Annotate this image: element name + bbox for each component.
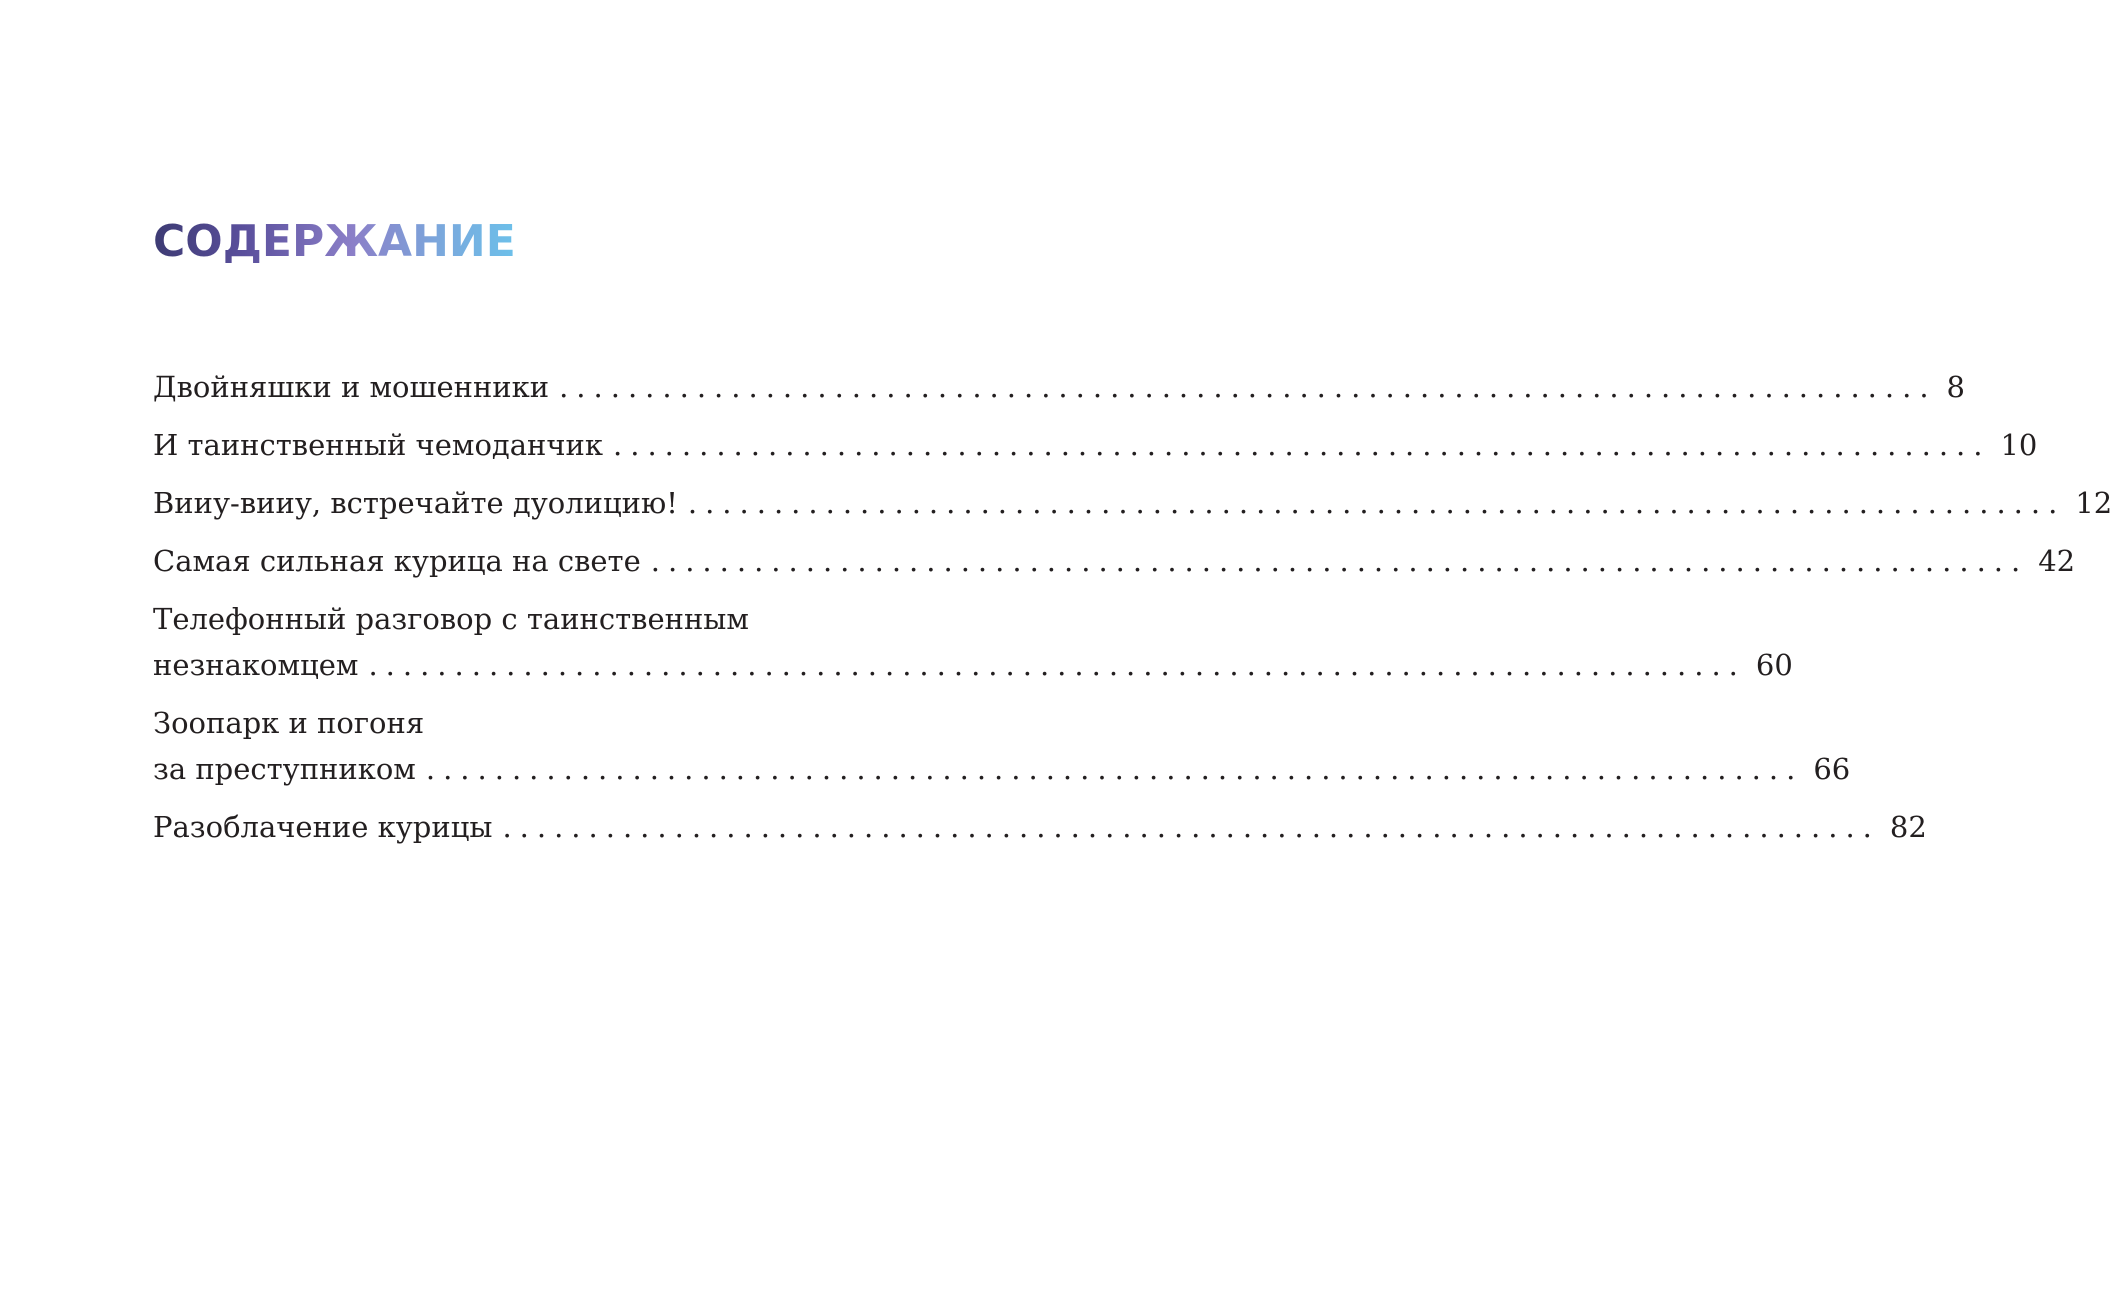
toc-title: И таинственный чемоданчик [153, 428, 604, 462]
toc-page-number: 66 [1813, 752, 1851, 786]
toc-entry[interactable] [153, 538, 2076, 584]
toc-entry[interactable] [153, 480, 2112, 526]
toc-leader-dots: ................................................................................ [687, 486, 2066, 520]
toc-leader-dots: ................................................................................ [613, 428, 1991, 462]
toc-line [153, 804, 1927, 850]
toc-title: Двойняшки и мошенники [153, 370, 550, 404]
toc-entry[interactable] [153, 364, 1965, 410]
toc-line [153, 596, 749, 642]
toc-line [153, 422, 2038, 468]
toc-page-number: 12 [2075, 486, 2112, 520]
toc-leader-dots: ................................................................................ [559, 370, 1937, 404]
toc-page-number: 10 [2000, 428, 2038, 462]
toc-entry[interactable] [153, 422, 2038, 468]
toc-line [153, 538, 2076, 584]
toc-title-continued: незнакомцем [153, 648, 359, 682]
toc-line [153, 700, 738, 746]
toc-line [153, 642, 1793, 688]
table-of-contents [153, 364, 2112, 862]
toc-leader-dots: ................................................................................ [650, 544, 2029, 578]
toc-title: Вииу-вииу, встречайте дуолицию! [153, 486, 678, 520]
toc-line [153, 480, 2112, 526]
toc-entry[interactable] [153, 596, 1793, 688]
toc-entry[interactable] [153, 700, 1851, 792]
toc-entry[interactable] [153, 804, 1927, 850]
toc-title-continued: за преступником [153, 752, 416, 786]
toc-line [153, 746, 1851, 792]
toc-title: Зоопарк и погоня [153, 706, 425, 740]
toc-line [153, 364, 1965, 410]
toc-page-number: 42 [2038, 544, 2076, 578]
toc-leader-dots: ................................................................................ [425, 752, 1804, 786]
toc-title: Самая сильная курица на свете [153, 544, 641, 578]
toc-page-number: 60 [1755, 648, 1793, 682]
toc-title: Телефонный разговор с таинственным [153, 602, 749, 636]
toc-page-number: 8 [1946, 370, 1965, 404]
page-title: СОДЕРЖАНИЕ [153, 212, 516, 272]
toc-leader-dots: ................................................................................ [502, 810, 1880, 844]
toc-page-number: 82 [1889, 810, 1927, 844]
toc-leader-dots: ................................................................................ [368, 648, 1746, 682]
toc-title: Разоблачение курицы [153, 810, 493, 844]
